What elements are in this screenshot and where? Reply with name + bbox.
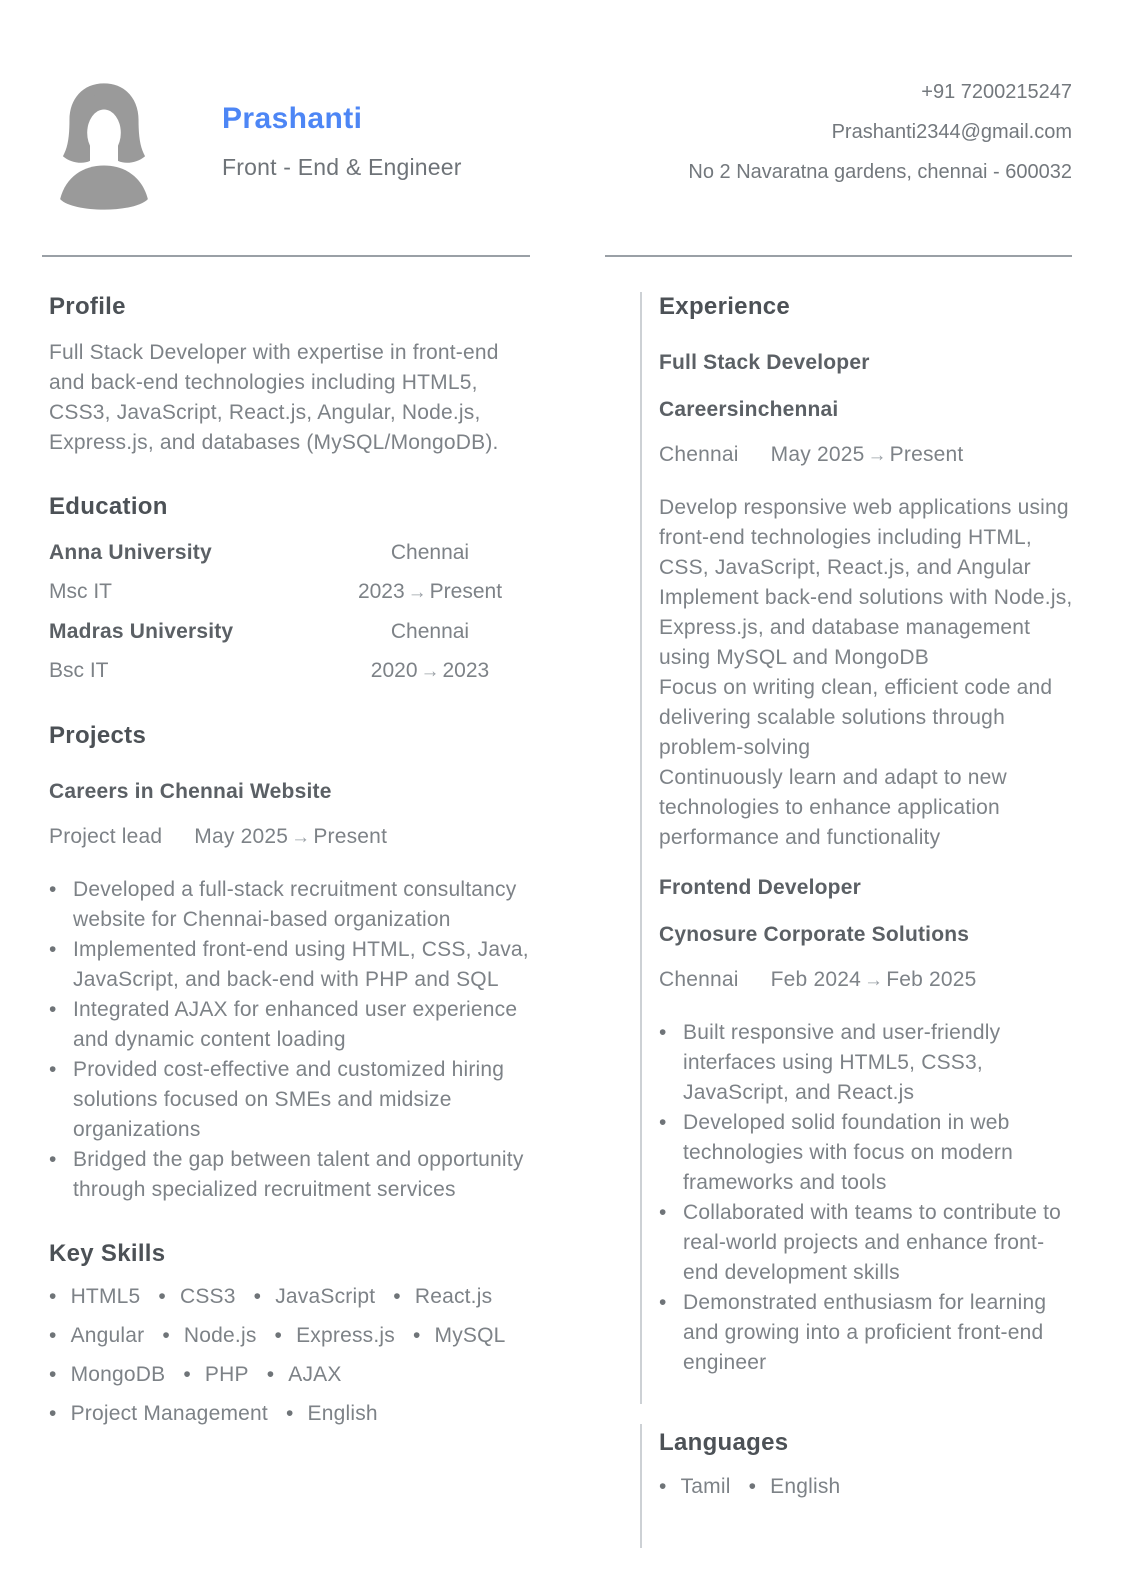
skill-label: English bbox=[307, 1402, 378, 1425]
key-skills-section bbox=[49, 1239, 530, 1429]
skill-item bbox=[162, 1321, 256, 1351]
skill-label: PHP bbox=[204, 1363, 249, 1386]
person-silhouette-icon bbox=[48, 70, 160, 220]
list-item bbox=[49, 1145, 530, 1205]
profile-heading: Profile bbox=[49, 293, 126, 320]
skill-item bbox=[49, 1360, 165, 1390]
skill-item bbox=[254, 1282, 376, 1312]
date-from: 2020 bbox=[370, 659, 418, 682]
description-line: Implement back-end solutions with Node.js, Express.js, and database management using MySQL and MongoDB bbox=[659, 586, 1073, 669]
resume-body bbox=[49, 292, 1076, 1548]
degree-name: Bsc IT bbox=[49, 659, 109, 682]
job-meta bbox=[659, 440, 1073, 471]
language-label: English bbox=[770, 1475, 841, 1498]
school-location: Chennai bbox=[390, 620, 470, 643]
bullet-dot-icon: • bbox=[162, 1324, 170, 1347]
bullet-dot-icon: • bbox=[393, 1285, 401, 1308]
bullet-text: Collaborated with teams to contribute to real-world projects and enhance front-end development skills bbox=[683, 1201, 1062, 1284]
skill-label: JavaScript bbox=[275, 1285, 376, 1308]
description-line: Develop responsive web applications using front-end technologies including HTML, CSS, JavaScript, React.js, and Angular bbox=[659, 496, 1069, 579]
contact-info bbox=[530, 70, 1072, 220]
language-item bbox=[749, 1472, 841, 1502]
bullet-dot-icon: • bbox=[158, 1285, 166, 1308]
skill-item bbox=[158, 1282, 235, 1312]
contact-address: No 2 Navaratna gardens, chennai - 600032 bbox=[688, 161, 1072, 183]
language-item bbox=[659, 1472, 731, 1502]
education-row bbox=[49, 538, 530, 568]
description-line: Focus on writing clean, efficient code and delivering scalable solutions through problem-solving bbox=[659, 676, 1053, 759]
school-name: Madras University bbox=[49, 620, 234, 643]
header-divider-right bbox=[605, 255, 1072, 257]
job-dates bbox=[771, 965, 977, 996]
arrow-right-icon: → bbox=[291, 827, 311, 848]
right-column bbox=[640, 292, 1073, 1548]
skills-line bbox=[49, 1321, 530, 1351]
bullet-dot-icon: • bbox=[49, 878, 57, 901]
skill-item bbox=[286, 1399, 378, 1429]
experience-job bbox=[659, 873, 1073, 1378]
skill-label: HTML5 bbox=[70, 1285, 141, 1308]
bullet-text: Provided cost-effective and customized hiring solutions focused on SMEs and midsize organizations bbox=[73, 1058, 505, 1141]
projects-heading: Projects bbox=[49, 722, 147, 749]
bullet-dot-icon: • bbox=[285, 1402, 294, 1425]
skill-label: Angular bbox=[70, 1324, 145, 1347]
list-item bbox=[659, 1108, 1073, 1198]
language-label: Tamil bbox=[680, 1475, 731, 1498]
skill-item bbox=[393, 1282, 492, 1312]
bullet-dot-icon: • bbox=[274, 1324, 283, 1347]
skill-label: React.js bbox=[414, 1285, 493, 1308]
arrow-right-icon: → bbox=[420, 661, 440, 682]
job-meta bbox=[659, 965, 1073, 996]
bullet-text: Integrated AJAX for enhanced user experience and dynamic content loading bbox=[73, 998, 518, 1051]
list-item bbox=[659, 1288, 1073, 1378]
candidate-title: Front - End & Engineer bbox=[222, 154, 462, 180]
date-from: Feb 2024 bbox=[770, 968, 861, 991]
project-title: Careers in Chennai Website bbox=[49, 780, 332, 803]
arrow-right-icon: → bbox=[407, 582, 427, 603]
degree-dates bbox=[330, 656, 530, 687]
school-name: Anna University bbox=[49, 541, 212, 564]
skill-item bbox=[49, 1321, 144, 1351]
bullet-text: Built responsive and user-friendly interfaces using HTML5, CSS3, JavaScript, and React.js bbox=[683, 1021, 1001, 1104]
profile-text: Full Stack Developer with expertise in front-end and back-end technologies including HTML5, CSS3, JavaScript, React.js, Angular, Node.js, Express.js, and databases (MySQL/MongoDB). bbox=[49, 341, 499, 454]
bullet-dot-icon: • bbox=[266, 1363, 275, 1386]
skill-item bbox=[413, 1321, 506, 1351]
bullet-dot-icon: • bbox=[49, 1148, 57, 1171]
project-meta bbox=[49, 822, 530, 853]
bullet-text: Implemented front-end using HTML, CSS, Java, JavaScript, and back-end with PHP and SQL bbox=[73, 938, 529, 991]
arrow-right-icon: → bbox=[867, 445, 887, 466]
resume-header bbox=[0, 0, 1125, 220]
bullet-dot-icon: • bbox=[49, 1324, 57, 1347]
project-role: Project lead bbox=[49, 825, 163, 848]
languages-section bbox=[640, 1424, 1073, 1548]
arrow-right-icon: → bbox=[863, 970, 884, 991]
education-heading: Education bbox=[49, 493, 168, 520]
skills-line bbox=[49, 1282, 530, 1312]
skill-label: Project Management bbox=[70, 1402, 268, 1425]
experience-heading: Experience bbox=[659, 293, 791, 320]
skill-label: CSS3 bbox=[179, 1285, 236, 1308]
bullet-dot-icon: • bbox=[49, 1058, 57, 1081]
bullet-dot-icon: • bbox=[412, 1324, 421, 1347]
date-to: Present bbox=[313, 825, 388, 848]
bullet-dot-icon: • bbox=[659, 1291, 667, 1314]
skill-item bbox=[49, 1399, 268, 1429]
education-section bbox=[49, 492, 530, 687]
description-line: Continuously learn and adapt to new technologies to enhance application performance and functionality bbox=[659, 766, 1007, 849]
list-item bbox=[49, 1055, 530, 1145]
job-bullet-list bbox=[659, 1018, 1073, 1378]
skill-item bbox=[49, 1282, 140, 1312]
languages-heading: Languages bbox=[659, 1429, 789, 1456]
bullet-dot-icon: • bbox=[748, 1475, 757, 1498]
degree-dates bbox=[330, 577, 530, 608]
skill-label: MongoDB bbox=[70, 1363, 166, 1386]
list-item bbox=[49, 935, 530, 995]
languages-line bbox=[659, 1472, 1073, 1502]
skill-item bbox=[275, 1321, 395, 1351]
skill-label: Node.js bbox=[183, 1324, 257, 1347]
list-item bbox=[49, 995, 530, 1055]
list-item bbox=[49, 875, 530, 935]
skill-item bbox=[183, 1360, 248, 1390]
skill-label: MySQL bbox=[434, 1324, 506, 1347]
education-row bbox=[49, 577, 530, 608]
bullet-dot-icon: • bbox=[49, 998, 57, 1021]
header-divider-left bbox=[42, 255, 530, 257]
candidate-name: Prashanti bbox=[222, 102, 363, 135]
bullet-dot-icon: • bbox=[49, 1285, 57, 1308]
skills-line bbox=[49, 1360, 530, 1390]
date-to: Present bbox=[429, 580, 503, 603]
name-block bbox=[160, 70, 462, 220]
job-company: Cynosure Corporate Solutions bbox=[659, 923, 970, 946]
bullet-text: Demonstrated enthusiasm for learning and growing into a proficient front-end engineer bbox=[683, 1291, 1047, 1374]
date-to: Present bbox=[889, 443, 964, 466]
header-identity bbox=[48, 70, 530, 220]
bullet-dot-icon: • bbox=[253, 1285, 262, 1308]
left-column bbox=[49, 292, 530, 1548]
bullet-text: Developed solid foundation in web technologies with focus on modern frameworks and tools bbox=[683, 1111, 1013, 1194]
date-from: May 2025 bbox=[194, 825, 289, 848]
date-from: 2023 bbox=[357, 580, 405, 603]
avatar bbox=[48, 70, 160, 220]
contact-email: Prashanti2344@gmail.com bbox=[831, 121, 1072, 143]
bullet-dot-icon: • bbox=[659, 1475, 667, 1498]
job-title: Frontend Developer bbox=[659, 876, 861, 899]
bullet-dot-icon: • bbox=[49, 938, 57, 961]
skill-item bbox=[267, 1360, 342, 1390]
bullet-dot-icon: • bbox=[183, 1363, 191, 1386]
project-dates bbox=[194, 822, 387, 853]
job-location: Chennai bbox=[659, 968, 739, 991]
key-skills-heading: Key Skills bbox=[49, 1240, 166, 1267]
bullet-dot-icon: • bbox=[659, 1111, 667, 1134]
bullet-dot-icon: • bbox=[49, 1402, 57, 1425]
job-description bbox=[659, 493, 1073, 853]
bullet-dot-icon: • bbox=[659, 1021, 667, 1044]
projects-section bbox=[49, 721, 530, 1205]
profile-section bbox=[49, 292, 530, 458]
date-to: 2023 bbox=[442, 659, 490, 682]
contact-phone: +91 7200215247 bbox=[921, 81, 1072, 103]
list-item bbox=[659, 1198, 1073, 1288]
skill-label: Express.js bbox=[296, 1324, 395, 1347]
experience-job bbox=[659, 348, 1073, 853]
job-title: Full Stack Developer bbox=[659, 351, 870, 374]
school-location: Chennai bbox=[390, 541, 470, 564]
degree-name: Msc IT bbox=[49, 580, 112, 603]
education-row bbox=[49, 656, 530, 687]
job-location: Chennai bbox=[659, 443, 739, 466]
job-company: Careersinchennai bbox=[659, 398, 839, 421]
skill-label: AJAX bbox=[288, 1363, 342, 1386]
list-item bbox=[659, 1018, 1073, 1108]
project-bullet-list bbox=[49, 875, 530, 1205]
date-to: Feb 2025 bbox=[886, 968, 977, 991]
skills-line bbox=[49, 1399, 530, 1429]
date-from: May 2025 bbox=[770, 443, 865, 466]
education-row bbox=[49, 617, 530, 647]
bullet-dot-icon: • bbox=[49, 1363, 57, 1386]
bullet-text: Bridged the gap between talent and opportunity through specialized recruitment services bbox=[73, 1148, 524, 1201]
bullet-dot-icon: • bbox=[659, 1201, 667, 1224]
bullet-text: Developed a full-stack recruitment consultancy website for Chennai-based organization bbox=[73, 878, 517, 931]
job-dates bbox=[771, 440, 964, 471]
experience-section bbox=[640, 292, 1073, 1404]
